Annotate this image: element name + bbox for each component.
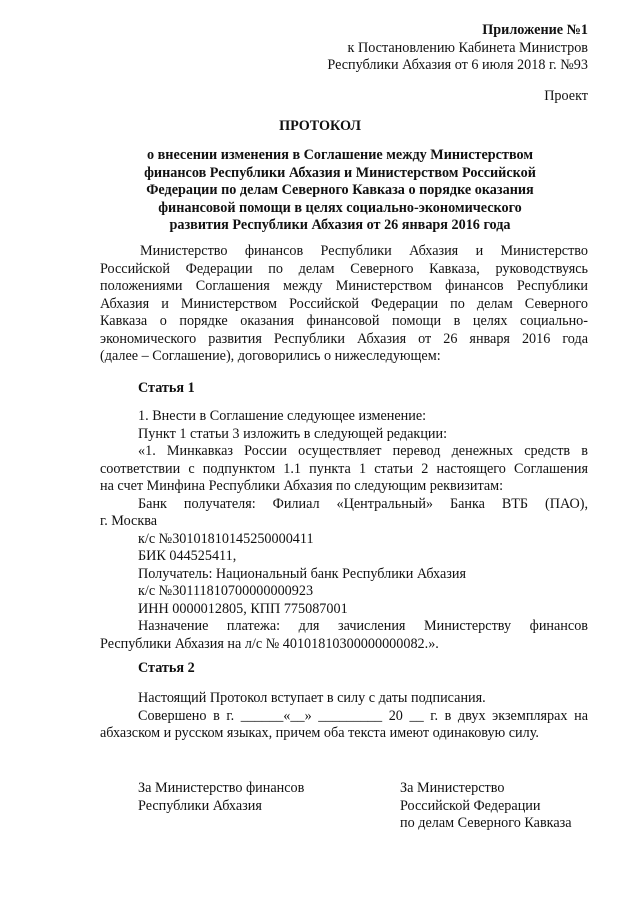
preamble-line: экономического развития Республики Абхазия от 26 января 2016 года [100,330,588,347]
article-1-line: Пункт 1 статьи 3 изложить в следующей редакции: [138,425,448,442]
recipient-account-line: к/с №30111810700000000923 [138,583,314,599]
preamble-paragraph [100,243,588,366]
preamble-line: Кавказа о порядке оказания финансовой помощи в целях социально- [100,313,588,329]
correspondent-account-line: к/с №30101810145250000411 [138,530,314,547]
signature-line: Российской Федерации [400,797,541,814]
signature-line: по делам Северного Кавказа [400,815,572,831]
article-1-heading: Статья 1 [138,380,195,396]
article-1-body [100,408,588,653]
subtitle-line: Федерации по делам Северного Кавказа о порядке оказания [146,182,534,198]
appendix-reference-line: к Постановлению Кабинета Министров [347,39,588,56]
article-1-line: «1. Минкавказ России осуществляет перевод денежных средств в [138,443,588,459]
preamble-line: Министерство финансов Республики Абхазия и Министерство [140,243,588,259]
signature-line: За Министерство [400,780,505,796]
article-2-line: Совершено в г. ______«__» _________ 20 __ г. в двух экземплярах на [138,707,588,724]
article-1-line: соответствии с подпунктом 1.1 пункта 1 статьи 2 настоящего Соглашения [100,460,588,477]
article-2-line: Настоящий Протокол вступает в силу с даты подписания. [138,690,486,706]
preamble-line: Российской Федерации по делам Северного Кавказа, руководствуясь [100,260,588,277]
article-2-heading: Статья 2 [138,660,195,676]
subtitle-line: о внесении изменения в Соглашение между Министерством [146,147,533,163]
signature-block-russia [400,780,572,833]
subtitle-line: финансов Республики Абхазия и Министерством Российской [144,164,536,181]
signature-line: Республики Абхазия [138,797,262,814]
recipient-line: Получатель: Национальный банк Республики Абхазия [138,565,466,582]
preamble-line: положениями Соглашения между Министерством финансов Республики [100,278,588,294]
appendix-reference-date: Республики Абхазия от 6 июля 2018 г. №93 [327,57,588,73]
preamble-line: (далее – Соглашение), договорились о нижеследующем: [100,348,441,364]
subtitle-line: развития Республики Абхазия от 26 января 2016 года [169,217,511,233]
article-2-body [100,690,588,743]
article-2-line: абхазском и русском языках, причем оба текста имеют одинаковую силу. [100,725,539,741]
appendix-header [327,22,588,75]
draft-label: Проект [544,88,588,104]
payment-purpose-line: Республики Абхазия на л/с № 40101810300000000082.». [100,635,439,652]
bank-name-line: Банк получателя: Филиал «Центральный» Банка ВТБ (ПАО), [138,495,588,512]
appendix-number: Приложение №1 [482,22,588,38]
inn-kpp-line: ИНН 0000012805, КПП 775087001 [138,600,348,617]
bik-line: БИК 044525411, [138,548,237,564]
article-1-line: на счет Минфина Республики Абхазия по следующим реквизитам: [100,478,504,494]
subtitle-line: финансовой помощи в целях социально-экономического [158,199,522,216]
signature-block-abkhazia [138,780,304,815]
article-1-line: 1. Внести в Соглашение следующее изменение: [138,408,427,424]
payment-purpose-line: Назначение платежа: для зачисления Министерству финансов [138,618,588,634]
signature-line: За Министерство финансов [138,780,305,796]
bank-city-line: г. Москва [100,513,158,529]
document-subtitle [130,147,550,235]
preamble-line: Абхазия и Министерством Российской Федерации по делам Северного [100,295,588,312]
document-title: ПРОТОКОЛ [279,118,361,134]
